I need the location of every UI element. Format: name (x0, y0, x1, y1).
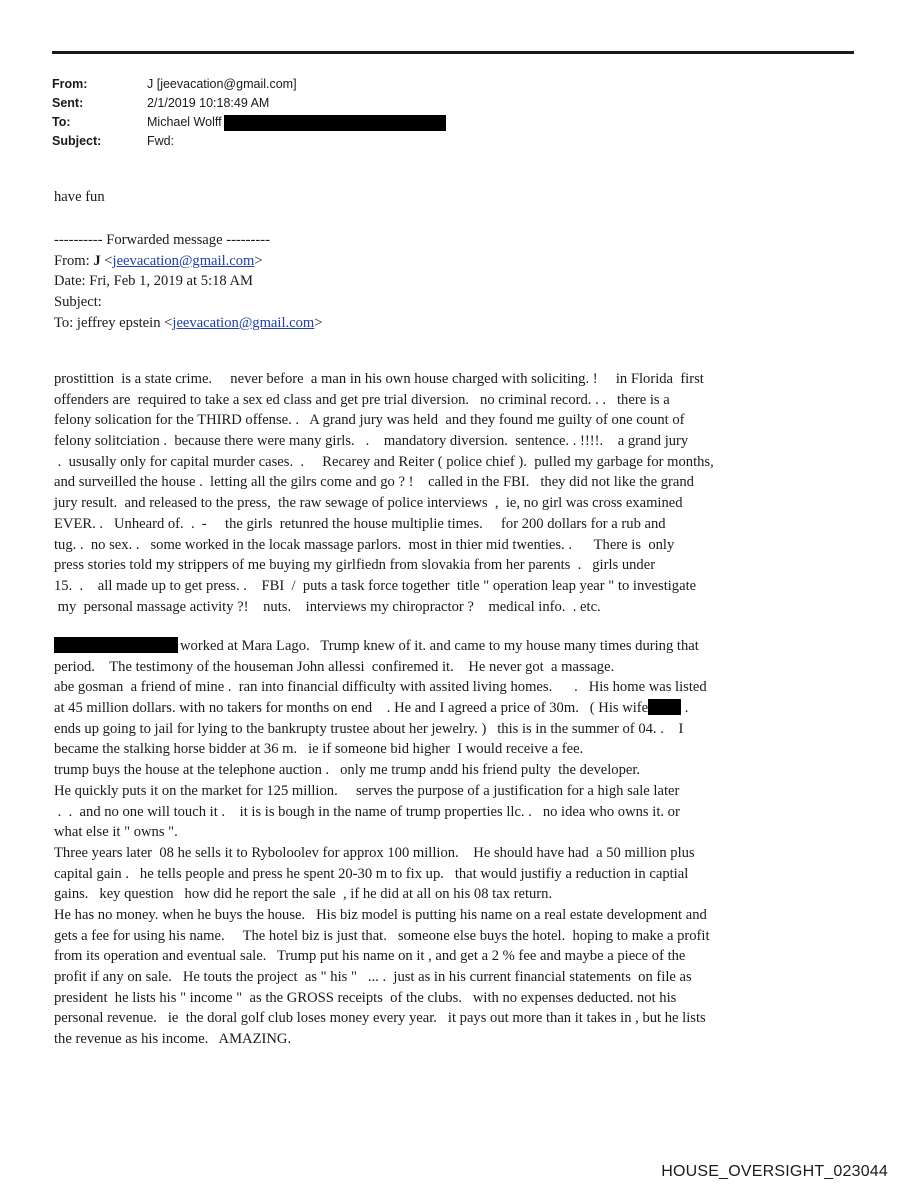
body-line: capital gain . he tells people and press he spent 20-30 m to fix up. that would justifiy a reduction in captial (54, 865, 689, 882)
redaction-box (224, 115, 446, 131)
header-subject-row (52, 132, 446, 151)
forwarded-header (54, 230, 323, 333)
to-value: Michael Wolff (147, 115, 222, 129)
forwarded-to-email-link[interactable]: jeevacation@gmail.com (172, 314, 315, 331)
subject-label: Subject: (52, 134, 102, 148)
body-line: my personal massage activity ?! nuts. interviews my chiropractor ? medical info. . etc. (54, 598, 601, 615)
forwarded-to: To: jeffrey epstein <jeevacation@gmail.com> (54, 314, 323, 331)
body-line: gets a fee for using his name. The hotel biz is just that. someone else buys the hotel. hoping to make a profit (54, 927, 710, 944)
body-line: period. The testimony of the houseman John allessi confiremed it. He never got a massage. (54, 658, 615, 675)
from-value: J [jeevacation@gmail.com] (147, 77, 297, 91)
forwarded-divider: ---------- Forwarded message --------- (54, 232, 270, 248)
header-from-row (52, 75, 446, 94)
body-line: press stories told my strippers of me buying my girlfiedn from slovakia from her parents . girls under (54, 557, 656, 574)
forwarded-date: Date: Fri, Feb 1, 2019 at 5:18 AM (54, 273, 254, 290)
greeting-text: have fun (54, 189, 105, 205)
sent-label: Sent: (52, 96, 84, 110)
body-line: became the stalking horse bidder at 36 m. ie if someone bid higher I would receive a fee. (54, 741, 584, 758)
body-line: ends up going to jail for lying to the bankrupty trustee about her jewelry. ) this is in the summer of 04. . I (54, 720, 684, 737)
body-line: from its operation and eventual sale. Trump put his name on it , and get a 2 % fee and maybe a piece of the (54, 948, 686, 965)
body-line: trump buys the house at the telephone auction . only me trump andd his friend pulty the developer. (54, 762, 641, 779)
body-line: what else it " owns ". (54, 824, 178, 841)
body-line: profit if any on sale. He touts the project as " his " ... . just as in his current financial statements on file as (54, 969, 692, 985)
body-line: gains. key question how did he report the sale , if he did at all on his 08 tax return. (54, 886, 553, 903)
body-paragraph-2 (54, 636, 854, 1050)
body-line: He quickly puts it on the market for 125 million. serves the purpose of a justification for a high sale later (54, 782, 680, 799)
body-line: personal revenue. ie the doral golf club loses money every year. it pays out more than it takes in , but he lists (54, 1010, 706, 1027)
top-rule (52, 51, 854, 54)
body-line: felony solitciation . because there were many girls. . mandatory diversion. sentence. . !!!!. a grand jury (54, 433, 689, 450)
body-line: . ususally only for capital murder cases. . Recarey and Reiter ( police chief ). pulled my garbage for months, (54, 453, 714, 470)
forwarded-from-email-link[interactable]: jeevacation@gmail.com (112, 252, 255, 269)
body-line: EVER. . Unheard of. . - the girls retunred the house multiplie times. for 200 dollars for a rub and (54, 515, 666, 532)
body-line: president he lists his " income " as the GROSS receipts of the clubs. with no expenses deducted. not his (54, 989, 677, 1006)
body-line: offenders are required to take a sex ed class and get pre trial diversion. no criminal record. . . there is a (54, 391, 670, 408)
body-paragraph-1 (54, 369, 854, 617)
body-line-redacted-wife: at 45 million dollars. with no takers for months on end . He and I agreed a price of 30m. ( His wife . (54, 700, 689, 717)
document-id-footer: HOUSE_OVERSIGHT_023044 (661, 1163, 888, 1180)
forwarded-from-name: J (93, 252, 101, 269)
email-header (52, 75, 446, 151)
body-line: and surveilled the house . letting all the gilrs come and go ? ! called in the FBI. they did not like the grand (54, 474, 694, 491)
forwarded-subject: Subject: (54, 294, 102, 311)
body-line: the revenue as his income. AMAZING. (54, 1031, 292, 1048)
body-line: tug. . no sex. . some worked in the locak massage parlors. most in thier mid twenties. . There is only (54, 536, 675, 553)
to-label: To: (52, 115, 71, 129)
subject-value: Fwd: (147, 134, 175, 148)
body-line-redacted-name: worked at Mara Lago. Trump knew of it. and came to my house many times during that (54, 636, 854, 657)
body-line: 15. . all made up to get press. . FBI / puts a task force together title " operation leap year " to investigate (54, 577, 697, 594)
header-to-row (52, 113, 446, 132)
body-line: prostittion is a state crime. never before a man in his own house charged with soliciting. ! in Florida first (54, 371, 704, 387)
redaction-box (648, 699, 681, 715)
redaction-box (54, 637, 178, 653)
body-line: Three years later 08 he sells it to Rybolоolev for approx 100 million. He should have had a 50 million plus (54, 844, 695, 861)
body-line: He has no money. when he buys the house. His biz model is putting his name on a real estate development and (54, 906, 707, 923)
body-line: felony solication for the THIRD offense. . A grand jury was held and they found me guilty of one count of (54, 412, 685, 429)
body-line: jury result. and released to the press, the raw sewage of police interviews , ie, no girl was cross examined (54, 495, 683, 512)
body-line: . . and no one will touch it . it is is bough in the name of trump properties llc. . no idea who owns it. or (54, 803, 680, 820)
body-line: abe gosman a friend of mine . ran into financial difficulty with assited living homes. . His home was listed (54, 679, 707, 696)
from-label: From: (52, 77, 88, 91)
sent-value: 2/1/2019 10:18:49 AM (147, 96, 270, 110)
forwarded-from: From: J <jeevacation@gmail.com> (54, 252, 263, 269)
header-sent-row (52, 94, 446, 113)
